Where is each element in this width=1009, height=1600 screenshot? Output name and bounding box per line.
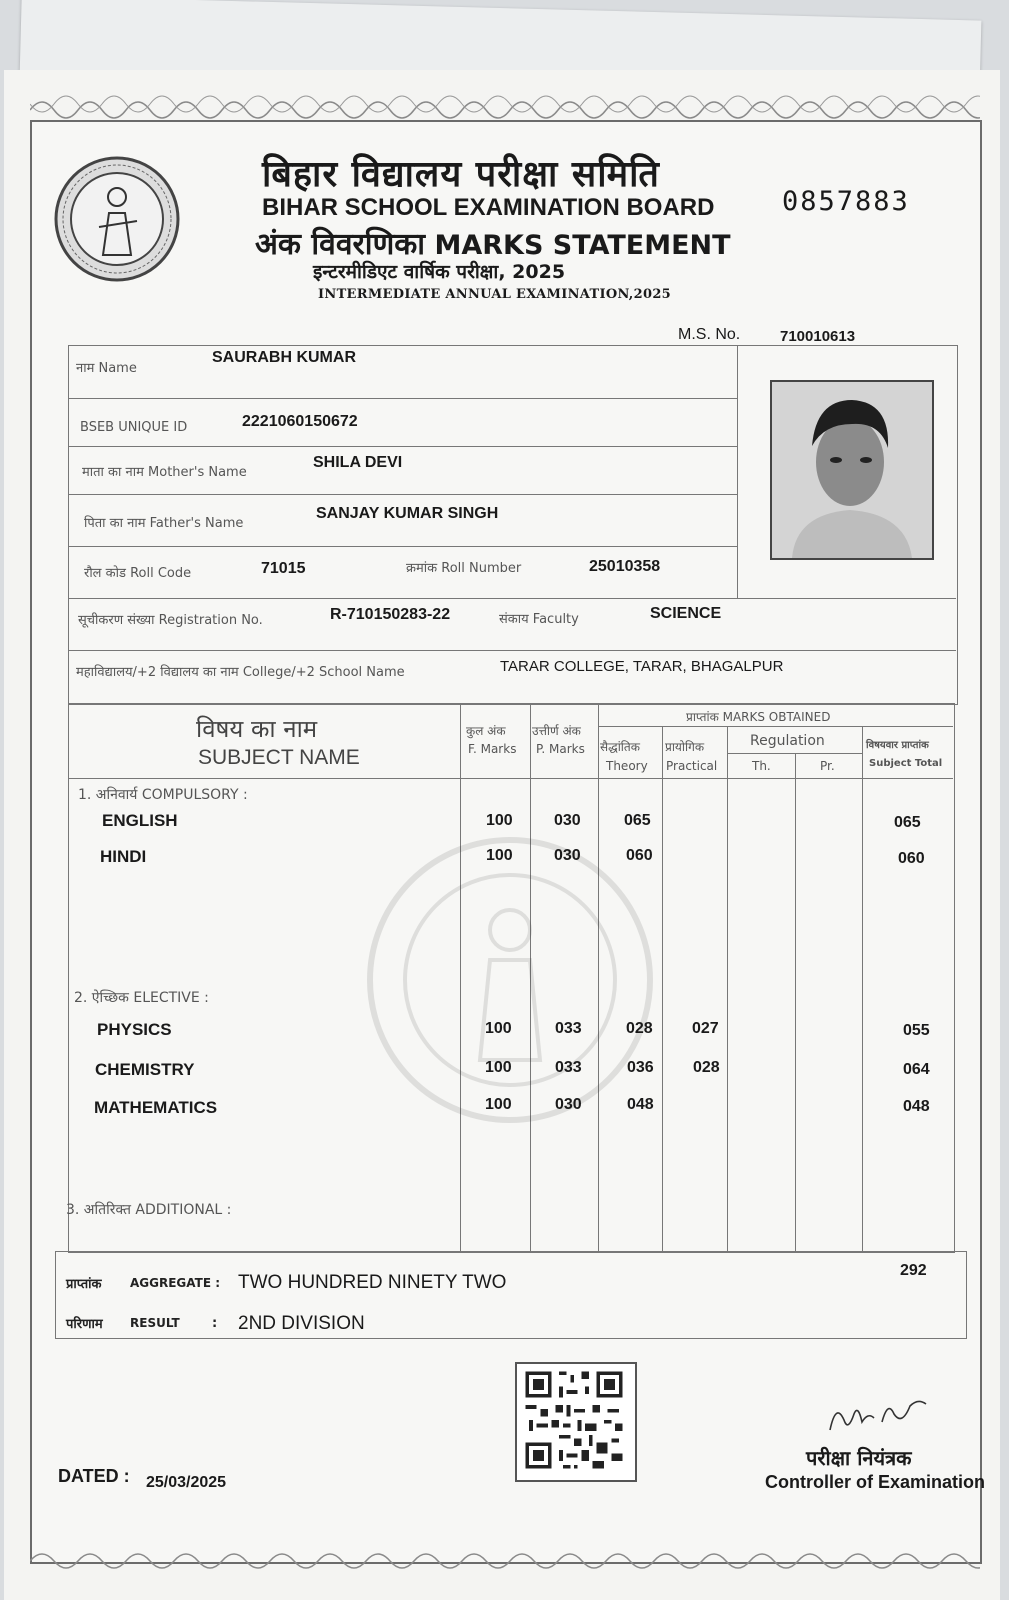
roll-number-label: क्रमांक Roll Number — [406, 561, 522, 576]
subject-name: PHYSICS — [97, 1020, 172, 1039]
theory-marks: 028 — [626, 1020, 653, 1037]
theory-header: Theory — [606, 759, 648, 773]
roll-code-label: रौल कोड Roll Code — [84, 566, 192, 581]
ms-no-value: 710010613 — [780, 328, 856, 345]
father-name-label: पिता का नाम Father's Name — [84, 516, 244, 531]
subject-total: 048 — [903, 1098, 930, 1115]
dated-label: DATED : — [58, 1466, 130, 1486]
subject-total-header-hindi: विषयवार प्राप्तांक — [866, 740, 929, 751]
row-divider — [68, 398, 737, 399]
subject-header-english: SUBJECT NAME — [198, 746, 360, 769]
result-label-hindi: परिणाम — [66, 1317, 103, 1332]
subject-total: 060 — [898, 850, 925, 867]
pass-marks: 030 — [555, 1096, 582, 1113]
mother-name-label: माता का नाम Mother's Name — [82, 465, 247, 480]
theory-header-hindi: सैद्धांतिक — [600, 740, 640, 754]
photo-divider — [737, 345, 738, 598]
aggregate-total: 292 — [900, 1262, 927, 1279]
pass-marks: 033 — [555, 1059, 582, 1076]
subject-name: CHEMISTRY — [95, 1060, 195, 1079]
roll-number-value: 25010358 — [589, 558, 661, 575]
row-divider — [68, 598, 956, 599]
subject-name: MATHEMATICS — [94, 1098, 218, 1117]
row-divider — [68, 494, 737, 495]
student-photo — [770, 380, 934, 560]
full-marks: 100 — [485, 1059, 512, 1076]
aggregate-label: AGGREGATE : — [130, 1276, 220, 1290]
exam-name-english: INTERMEDIATE ANNUAL EXAMINATION,2025 — [318, 287, 672, 302]
row-divider — [68, 446, 737, 447]
border-pattern-top — [30, 90, 980, 124]
pass-marks: 033 — [555, 1020, 582, 1037]
controller-signature — [822, 1392, 932, 1440]
board-name-english: BIHAR SCHOOL EXAMINATION BOARD — [262, 194, 715, 221]
serial-number: 0857883 — [782, 186, 910, 217]
full-marks-header: F. Marks — [468, 742, 517, 756]
qr-code — [515, 1362, 637, 1482]
row-divider — [68, 650, 956, 651]
full-marks: 100 — [486, 812, 513, 829]
theory-marks: 036 — [627, 1059, 654, 1076]
practical-marks: 027 — [692, 1020, 719, 1037]
practical-header-hindi: प्रायोगिक — [665, 740, 705, 754]
result-label: RESULT — [130, 1316, 180, 1330]
full-marks: 100 — [485, 1020, 512, 1037]
subject-name: ENGLISH — [102, 811, 178, 830]
subject-total: 055 — [903, 1022, 930, 1039]
roll-code-value: 71015 — [261, 560, 306, 577]
college-value: TARAR COLLEGE, TARAR, BHAGALPUR — [500, 658, 784, 675]
controller-title: Controller of Examination — [765, 1472, 986, 1492]
registration-value: R-710150283-22 — [330, 606, 451, 623]
practical-marks: 028 — [693, 1059, 720, 1076]
college-label: महाविद्यालय/+2 विद्यालय का नाम College/+2 School Name — [76, 665, 405, 680]
exam-name-hindi: इन्टरमीडिएट वार्षिक परीक्षा, 2025 — [313, 261, 566, 283]
subject-total-header: Subject Total — [869, 758, 943, 769]
pass-marks: 030 — [554, 847, 581, 864]
pass-marks: 030 — [554, 812, 581, 829]
marks-statement-title — [255, 222, 731, 263]
full-marks: 100 — [486, 847, 513, 864]
regulation-th-header: Th. — [752, 759, 771, 773]
statement-title-english: MARKS STATEMENT — [434, 230, 731, 261]
statement-title-hindi: अंक विवरणिका — [255, 227, 426, 262]
elective-section-label: 2. ऐच्छिक ELECTIVE : — [74, 990, 209, 1006]
unique-id-value: 2221060150672 — [242, 413, 358, 430]
faculty-label: संकाय Faculty — [499, 612, 579, 627]
theory-marks: 060 — [626, 847, 653, 864]
dated-value: 25/03/2025 — [146, 1474, 227, 1491]
row-divider — [68, 546, 737, 547]
obtained-divider — [598, 726, 953, 727]
full-marks: 100 — [485, 1096, 512, 1113]
watermark-seal — [360, 830, 660, 1130]
registration-label: सूचीकरण संख्या Registration No. — [78, 613, 263, 628]
subject-header-hindi: विषय का नाम — [196, 715, 318, 743]
border-pattern-bottom — [30, 1545, 980, 1579]
col-divider — [662, 726, 663, 1251]
controller-title-hindi: परीक्षा नियंत्रक — [806, 1446, 912, 1470]
result-colon: : — [212, 1316, 218, 1331]
col-divider — [862, 726, 863, 1251]
aggregate-in-words: TWO HUNDRED NINETY TWO — [238, 1272, 507, 1293]
subject-total: 065 — [894, 814, 921, 831]
regulation-pr-header: Pr. — [820, 759, 835, 773]
student-name: SAURABH KUMAR — [212, 349, 356, 366]
full-marks-header-hindi: कुल अंक — [466, 724, 506, 738]
ms-no-label: M.S. No. — [678, 326, 741, 343]
faculty-value: SCIENCE — [650, 605, 722, 622]
result-box — [55, 1251, 967, 1339]
col-divider — [795, 753, 796, 1251]
practical-header: Practical — [666, 759, 718, 773]
board-seal-logo — [53, 155, 181, 283]
compulsory-section-label: 1. अनिवार्य COMPULSORY : — [78, 787, 248, 803]
col-divider — [727, 726, 728, 1251]
mother-name-value: SHILA DEVI — [313, 454, 403, 471]
pass-marks-header-hindi: उत्तीर्ण अंक — [532, 724, 581, 738]
table-header-divider — [68, 778, 953, 779]
theory-marks: 048 — [627, 1096, 654, 1113]
result-value: 2ND DIVISION — [238, 1313, 365, 1334]
regulation-header: Regulation — [750, 733, 825, 749]
marks-obtained-header: प्राप्तांक MARKS OBTAINED — [686, 710, 831, 724]
name-label: नाम Name — [76, 361, 137, 376]
subject-name: HINDI — [100, 847, 147, 866]
subject-total: 064 — [903, 1061, 930, 1078]
theory-marks: 065 — [624, 812, 651, 829]
board-name-hindi: बिहार विद्यालय परीक्षा समिति — [262, 154, 660, 195]
aggregate-label-hindi: प्राप्तांक — [66, 1277, 102, 1292]
unique-id-label: BSEB UNIQUE ID — [80, 420, 188, 435]
father-name-value: SANJAY KUMAR SINGH — [316, 505, 499, 522]
additional-section-label: 3. अतिरिक्त ADDITIONAL : — [66, 1202, 232, 1218]
pass-marks-header: P. Marks — [536, 742, 585, 756]
